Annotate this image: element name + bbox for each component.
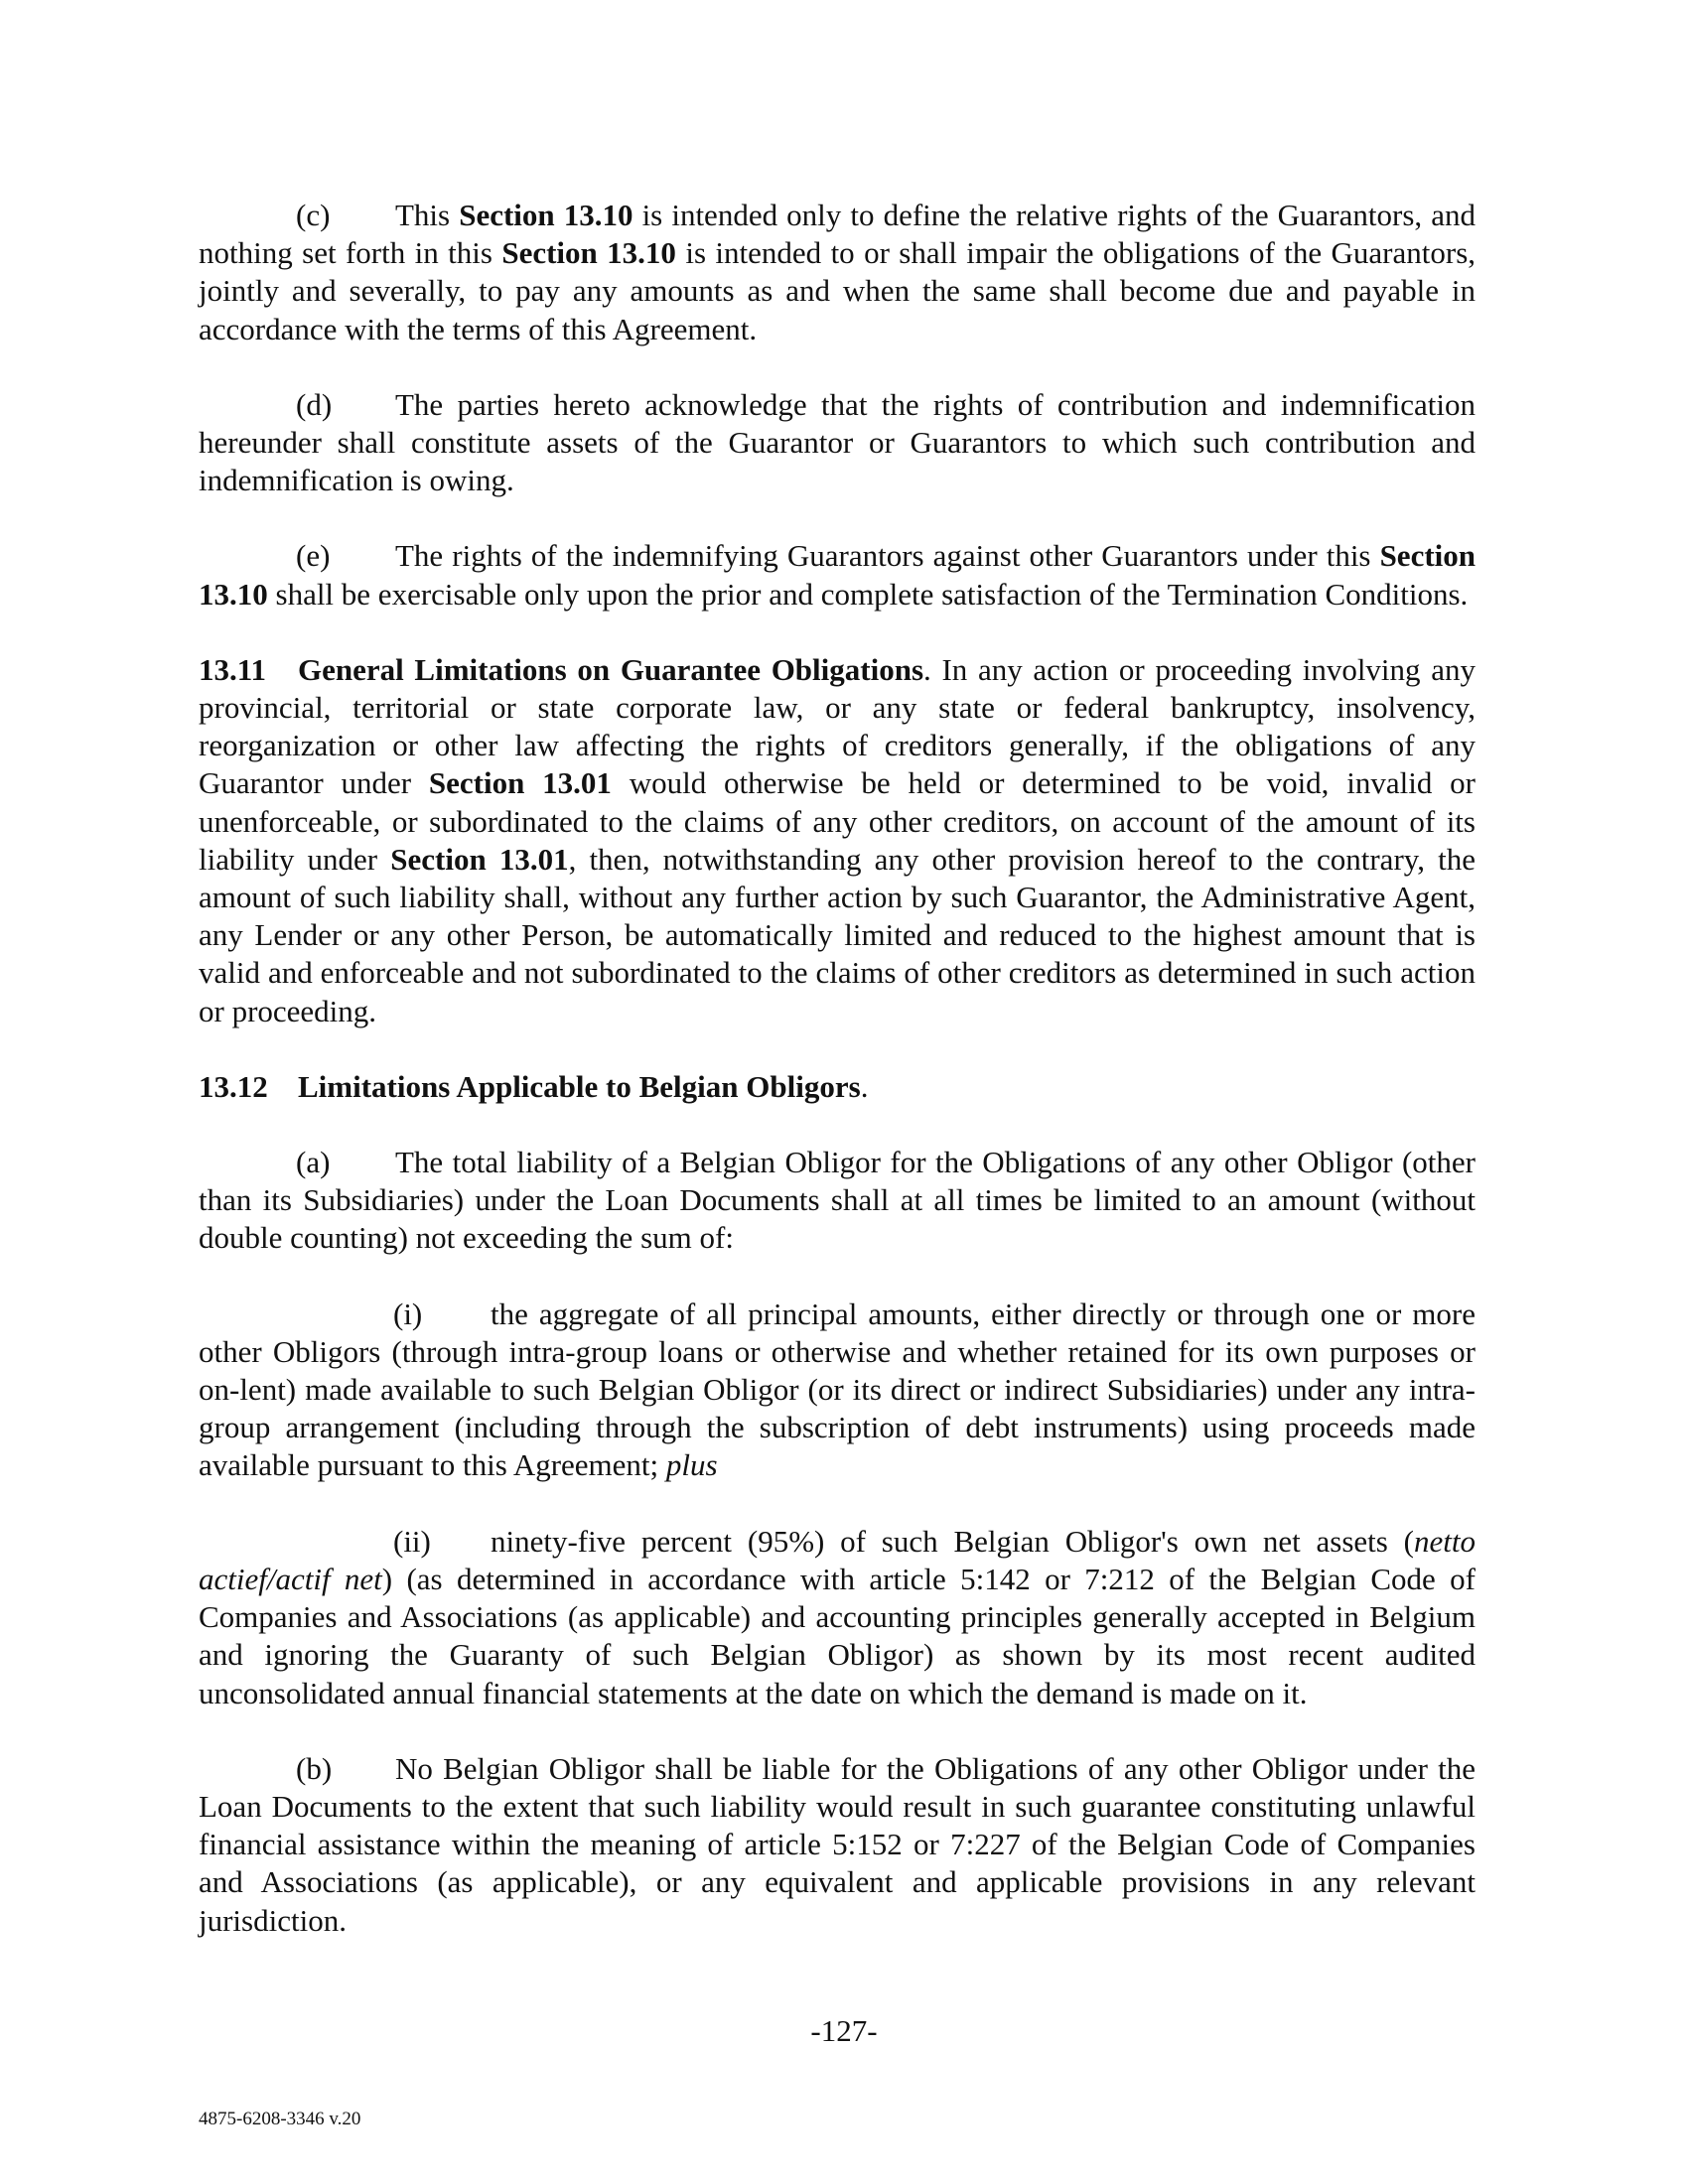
foreign-term: netto actief/actif net — [199, 1523, 1476, 1596]
paragraph-label: (d) — [296, 386, 333, 422]
paragraph-13-10-c: (c) This Section 13.10 is intended only to define the relative rights of the Guarantors, and nothing set forth in this Section 13.10 is intended to or shall impair the obligations of the Guarantors, jointly and severally, to pay any amounts as and when the same shall become due and payable in accordance with the terms of this Agreement. — [199, 198, 1477, 346]
section-reference: Section 13.01 — [390, 841, 569, 877]
paragraph-label: (b) — [296, 1750, 333, 1786]
document-id: 4875-6208-3346 v.20 — [199, 2109, 361, 2129]
paragraph-13-12-a-i: (i) the aggregate of all principal amounts, either directly or through one or more other Obligors (through intra-group loans or otherwise and whether retained for its own purposes or on-lent) made available to such Belgian Obligor (or its direct or indirect Subsidiaries) under any intra-group arrangement (including through the subscription of debt instruments) using proceeds made available pursuant to this Agreement; plus — [199, 1296, 1476, 1483]
section-number: 13.12 — [199, 1068, 268, 1104]
paragraph-13-12-a-ii: (ii) ninety-five percent (95%) of such Belgian Obligor's own net assets (netto actief/actif net) (as determined in accordance with article 5:142 or 7:212 of the Belgian Code of Companies and Associations (as applicable) and accounting principles generally accepted in Belgium and ignoring the Guaranty of such Belgian Obligor) as shown by its most recent audited unconsolidated annual financial statements at the date on which the demand is made on it. — [199, 1523, 1476, 1710]
section-reference: Section 13.10 — [199, 538, 1476, 612]
paragraph-label: (a) — [296, 1145, 331, 1180]
paragraph-label: (e) — [296, 538, 331, 574]
section-13-11: 13.11 General Limitations on Guarantee Obligations. In any action or proceeding involving any provincial, territorial or state corporate law, or any state or federal bankruptcy, insolvency, reorganization or other law affecting the rights of creditors generally, if the obligations of any Guarantor under Section 13.01 would otherwise be held or determined to be void, invalid or unenforceable, or subordinated to the claims of any other creditors, on account of the amount of its liability under Section 13.01, then, notwithstanding any other provision hereof to the contrary, the amount of such liability shall, without any further action by such Guarantor, the Administrative Agent, any Lender or any other Person, be automatically limited and reduced to the highest amount that is valid and enforceable and not subordinated to the claims of other creditors as determined in such action or proceeding. — [199, 651, 1476, 1028]
paragraph-13-10-d: (d) The parties hereto acknowledge that the rights of contribution and indemnification hereunder shall constitute assets of the Guarantor or Guarantors to which such contribution and indemnification is owing. — [199, 386, 1476, 498]
paragraph-label: (ii) — [393, 1523, 431, 1559]
section-heading: General Limitations on Guarantee Obligations — [298, 651, 924, 687]
paragraph-label: (i) — [393, 1296, 423, 1331]
document-page — [199, 197, 1476, 1940]
section-reference: Section 13.10 — [459, 198, 633, 232]
section-13-12-heading: 13.12 Limitations Applicable to Belgian Obligors. — [199, 1068, 1476, 1106]
section-heading: Limitations Applicable to Belgian Obligors — [298, 1068, 861, 1104]
paragraph-13-12-a: (a) The total liability of a Belgian Obligor for the Obligations of any other Obligor (other than its Subsidiaries) under the Loan Documents shall at all times be limited to an amount (without double counting) not exceeding the sum of: — [199, 1145, 1476, 1256]
paragraph-label: (c) — [296, 198, 331, 232]
paragraph-13-10-e: (e) The rights of the indemnifying Guarantors against other Guarantors under this Section 13.10 shall be exercisable only upon the prior and complete satisfaction of the Termination Conditions. — [199, 538, 1476, 612]
paragraph-13-12-b: (b) No Belgian Obligor shall be liable for the Obligations of any other Obligor under the Loan Documents to the extent that such liability would result in such guarantee constituting unlawful financial assistance within the meaning of article 5:152 or 7:227 of the Belgian Code of Companies and Associations (as applicable), or any equivalent and applicable provisions in any relevant jurisdiction. — [199, 1750, 1476, 1938]
page-number: -127- — [810, 2013, 878, 2048]
section-number: 13.11 — [199, 651, 267, 687]
section-reference: Section 13.10 — [501, 235, 676, 271]
section-reference: Section 13.01 — [428, 765, 612, 801]
